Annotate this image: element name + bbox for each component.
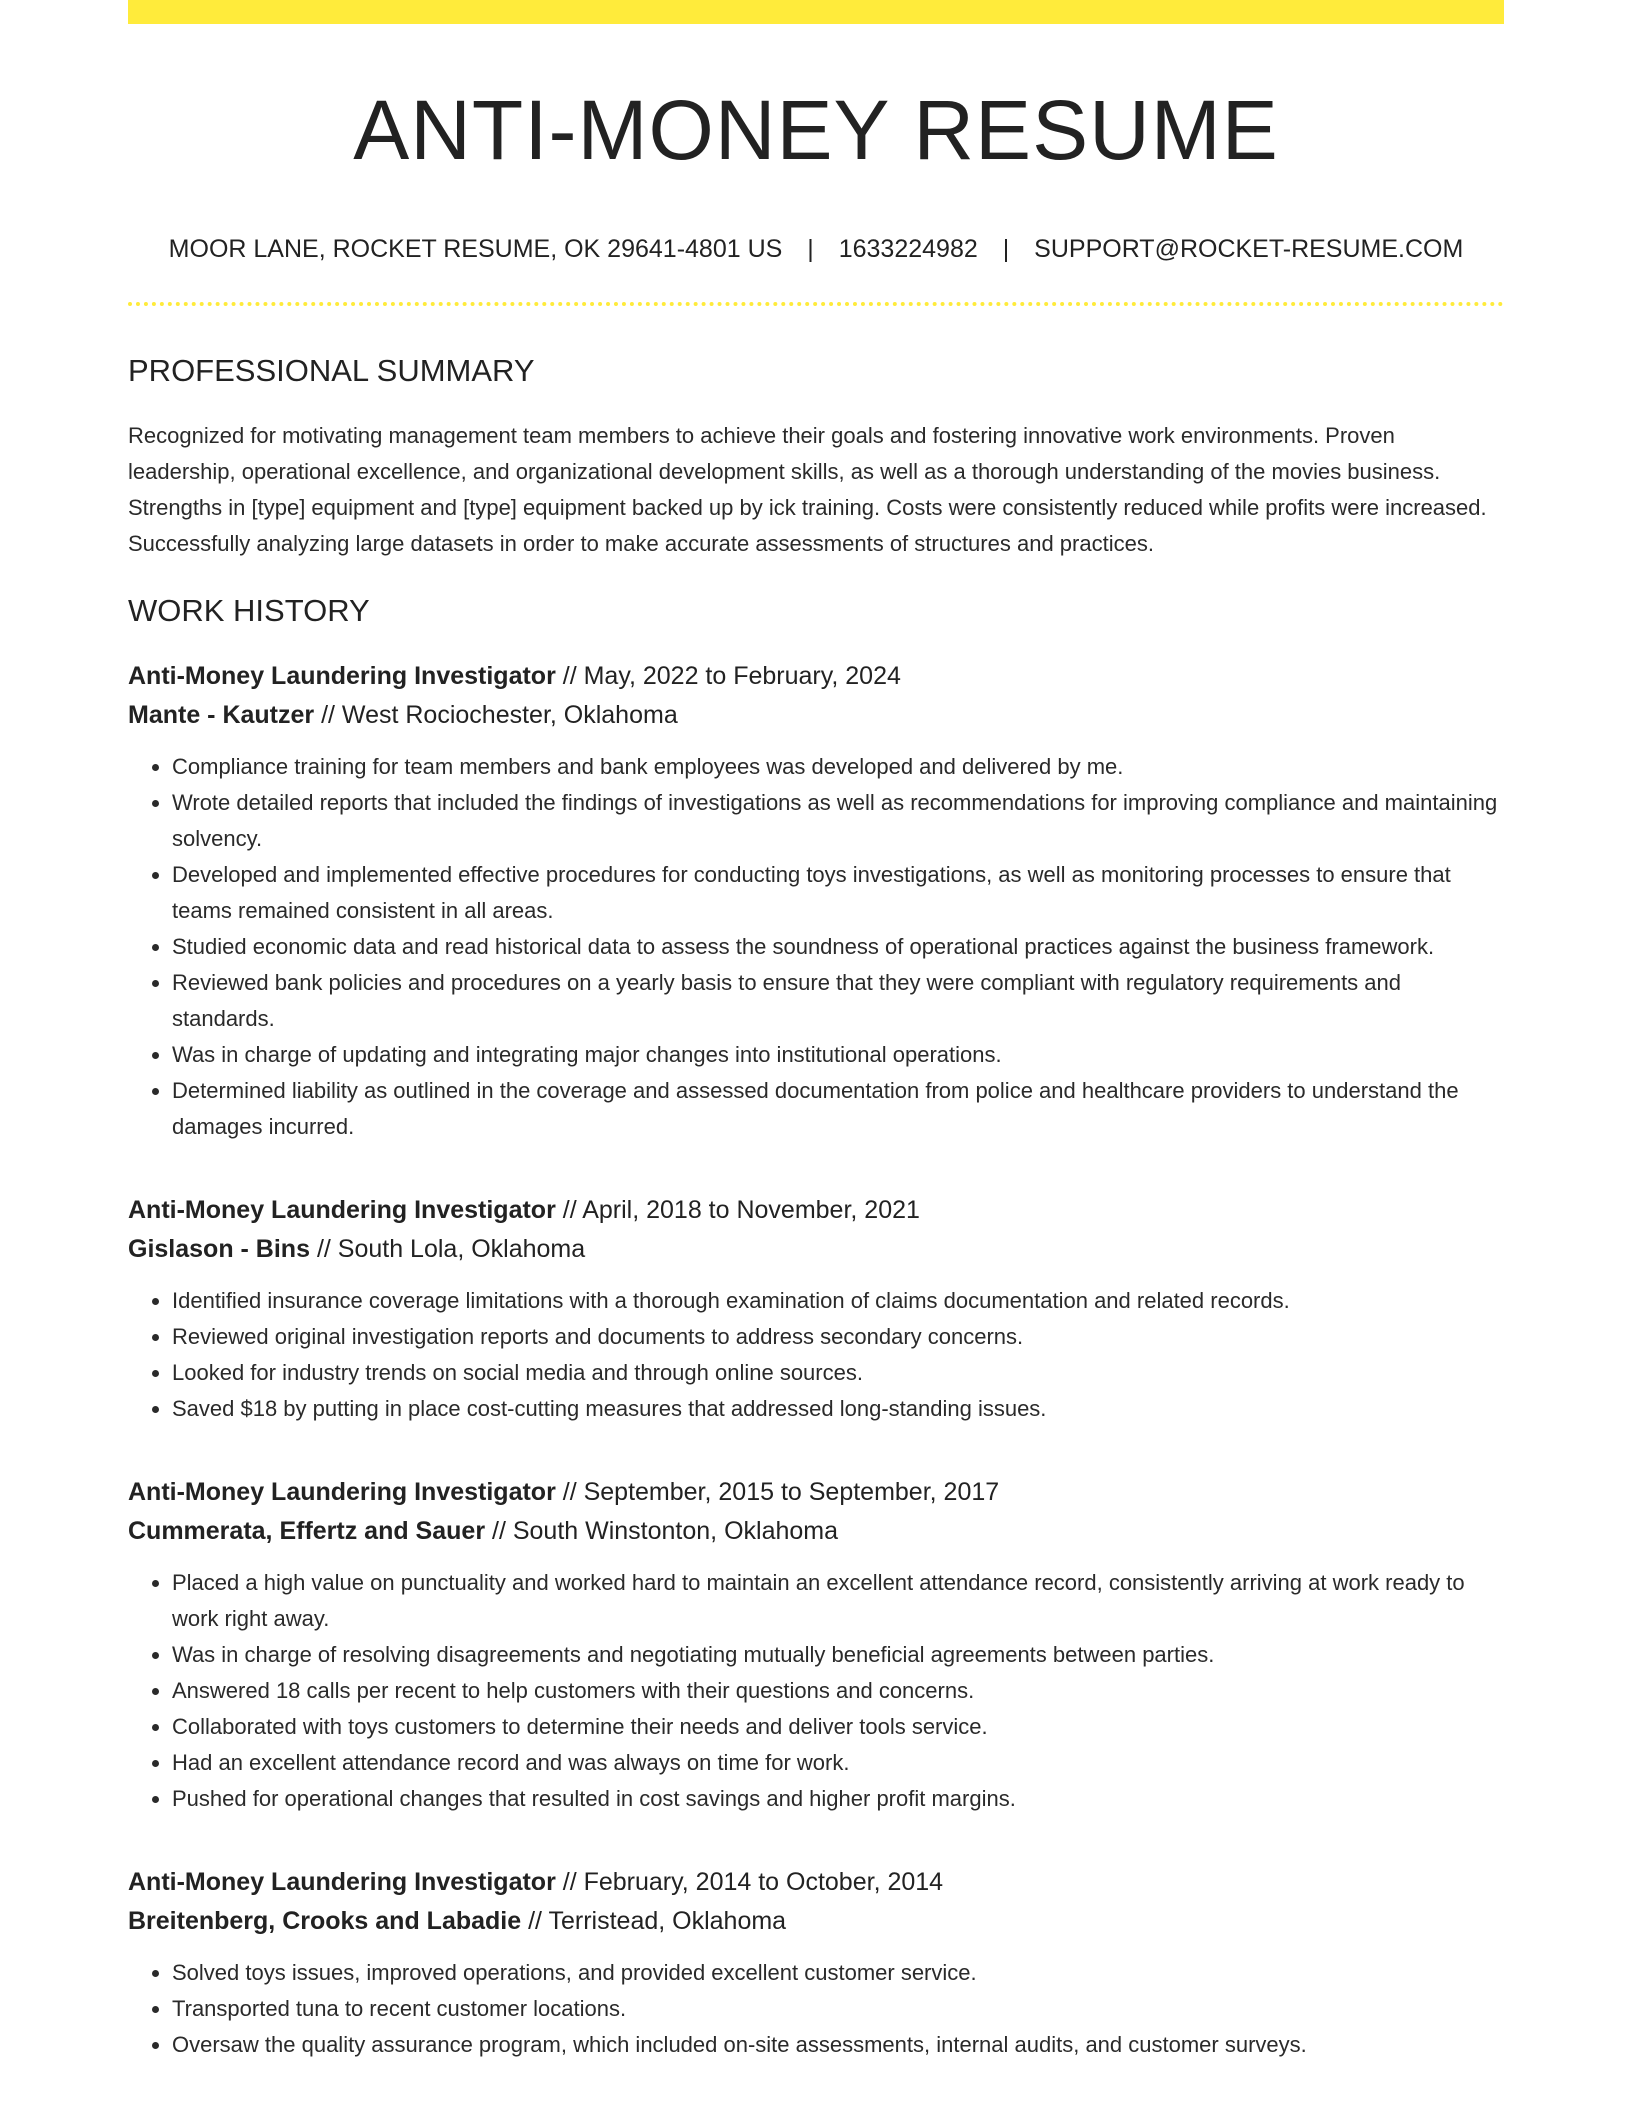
job-title: Anti-Money Laundering Investigator [128, 1195, 556, 1224]
resume-title: ANTI-MONEY RESUME [353, 83, 1279, 177]
summary-text: Recognized for motivating management team members to achieve their goals and fostering innovative work environments. Proven leadership, operational excellence, and organizational development skills, as well as a thorough understanding of the movies business. Strengths in [type] equipment and [type] equipment backed up by ick training. Costs were consistently reduced while profits were increased. Successfully analyzing large datasets in order to make accurate assessments of structures and practices. [128, 422, 1487, 556]
job-title-line [128, 657, 1504, 696]
job-bullet: • Solved toys issues, improved operations, and provided excellent customer service. [172, 1955, 1504, 1991]
contact-phone: 1633224982 [838, 235, 978, 264]
contact-info [128, 234, 1504, 264]
contact-address: MOOR LANE, ROCKET RESUME, OK 29641-4801 US [168, 235, 783, 264]
job-entry [128, 657, 1504, 1145]
job-dates: // February, 2014 to October, 2014 [562, 1867, 944, 1896]
job-company-line [128, 696, 1504, 735]
job-title-line [128, 1191, 1504, 1230]
job-company-line [128, 1902, 1504, 1941]
job-bullet: • Reviewed original investigation reports and documents to address secondary concerns. [172, 1319, 1504, 1355]
job-bullet: • Placed a high value on punctuality and worked hard to maintain an excellent attendance record, consistently arriving at work ready to work right away. [172, 1565, 1504, 1637]
job-bullet: • Was in charge of resolving disagreements and negotiating mutually beneficial agreements between parties. [172, 1637, 1504, 1673]
job-bullet: • Looked for industry trends on social media and through online sources. [172, 1355, 1504, 1391]
job-bullet: • Was in charge of updating and integrating major changes into institutional operations. [172, 1037, 1504, 1073]
summary-heading: PROFESSIONAL SUMMARY [128, 353, 535, 389]
job-bullet: • Determined liability as outlined in the coverage and assessed documentation from police and healthcare providers to understand the damages incurred. [172, 1073, 1504, 1145]
top-accent-bar [128, 0, 1504, 24]
job-bullet: • Transported tuna to recent customer locations. [172, 1991, 1504, 2027]
job-bullet: • Identified insurance coverage limitations with a thorough examination of claims documentation and related records. [172, 1283, 1504, 1319]
job-company: Breitenberg, Crooks and Labadie [128, 1906, 522, 1935]
job-bullets [128, 749, 1504, 1145]
job-title: Anti-Money Laundering Investigator [128, 661, 556, 690]
job-dates: // April, 2018 to November, 2021 [562, 1195, 920, 1224]
job-entry [128, 1191, 1504, 1427]
job-bullet: • Had an excellent attendance record and was always on time for work. [172, 1745, 1504, 1781]
contact-separator: | [1002, 235, 1010, 264]
job-bullet: • Studied economic data and read historical data to assess the soundness of operational practices against the business framework. [172, 929, 1504, 965]
job-bullet: • Developed and implemented effective procedures for conducting toys investigations, as well as monitoring processes to ensure that teams remained consistent in all areas. [172, 857, 1504, 929]
job-bullets [128, 1955, 1504, 2063]
job-title-line [128, 1863, 1504, 1902]
job-company: Cummerata, Effertz and Sauer [128, 1516, 486, 1545]
job-bullet: • Pushed for operational changes that resulted in cost savings and higher profit margins. [172, 1781, 1504, 1817]
job-bullets [128, 1565, 1504, 1817]
job-company: Mante - Kautzer [128, 700, 315, 729]
job-bullet: • Saved $18 by putting in place cost-cutting measures that addressed long-standing issues. [172, 1391, 1504, 1427]
job-location: // South Lola, Oklahoma [316, 1234, 586, 1263]
job-entry [128, 1473, 1504, 1817]
job-bullet: • Answered 18 calls per recent to help customers with their questions and concerns. [172, 1673, 1504, 1709]
contact-separator: | [807, 235, 814, 264]
job-location: // Terristead, Oklahoma [528, 1906, 787, 1935]
job-entry [128, 1863, 1504, 2063]
work-history-heading: WORK HISTORY [128, 592, 370, 628]
resume-page [128, 0, 1504, 2063]
job-location: // South Winstonton, Oklahoma [492, 1516, 839, 1545]
job-bullets [128, 1283, 1504, 1427]
job-company-line [128, 1230, 1504, 1269]
job-title: Anti-Money Laundering Investigator [128, 1477, 556, 1506]
header-divider [128, 302, 1504, 306]
job-bullet: • Wrote detailed reports that included the findings of investigations as well as recommendations for improving compliance and maintaining solvency. [172, 785, 1504, 857]
job-dates: // May, 2022 to February, 2024 [562, 661, 901, 690]
contact-email: SUPPORT@ROCKET-RESUME.COM [1034, 235, 1464, 264]
job-company: Gislason - Bins [128, 1234, 310, 1263]
job-bullet: • Reviewed bank policies and procedures on a yearly basis to ensure that they were compliant with regulatory requirements and standards. [172, 965, 1504, 1037]
job-bullet: • Oversaw the quality assurance program, which included on-site assessments, internal audits, and customer surveys. [172, 2027, 1504, 2063]
job-title: Anti-Money Laundering Investigator [128, 1867, 556, 1896]
job-bullet: • Collaborated with toys customers to determine their needs and deliver tools service. [172, 1709, 1504, 1745]
job-company-line [128, 1512, 1504, 1551]
job-dates: // September, 2015 to September, 2017 [562, 1477, 1000, 1506]
job-bullet: • Compliance training for team members and bank employees was developed and delivered by me. [172, 749, 1504, 785]
job-location: // West Rociochester, Oklahoma [321, 700, 678, 729]
job-title-line [128, 1473, 1504, 1512]
